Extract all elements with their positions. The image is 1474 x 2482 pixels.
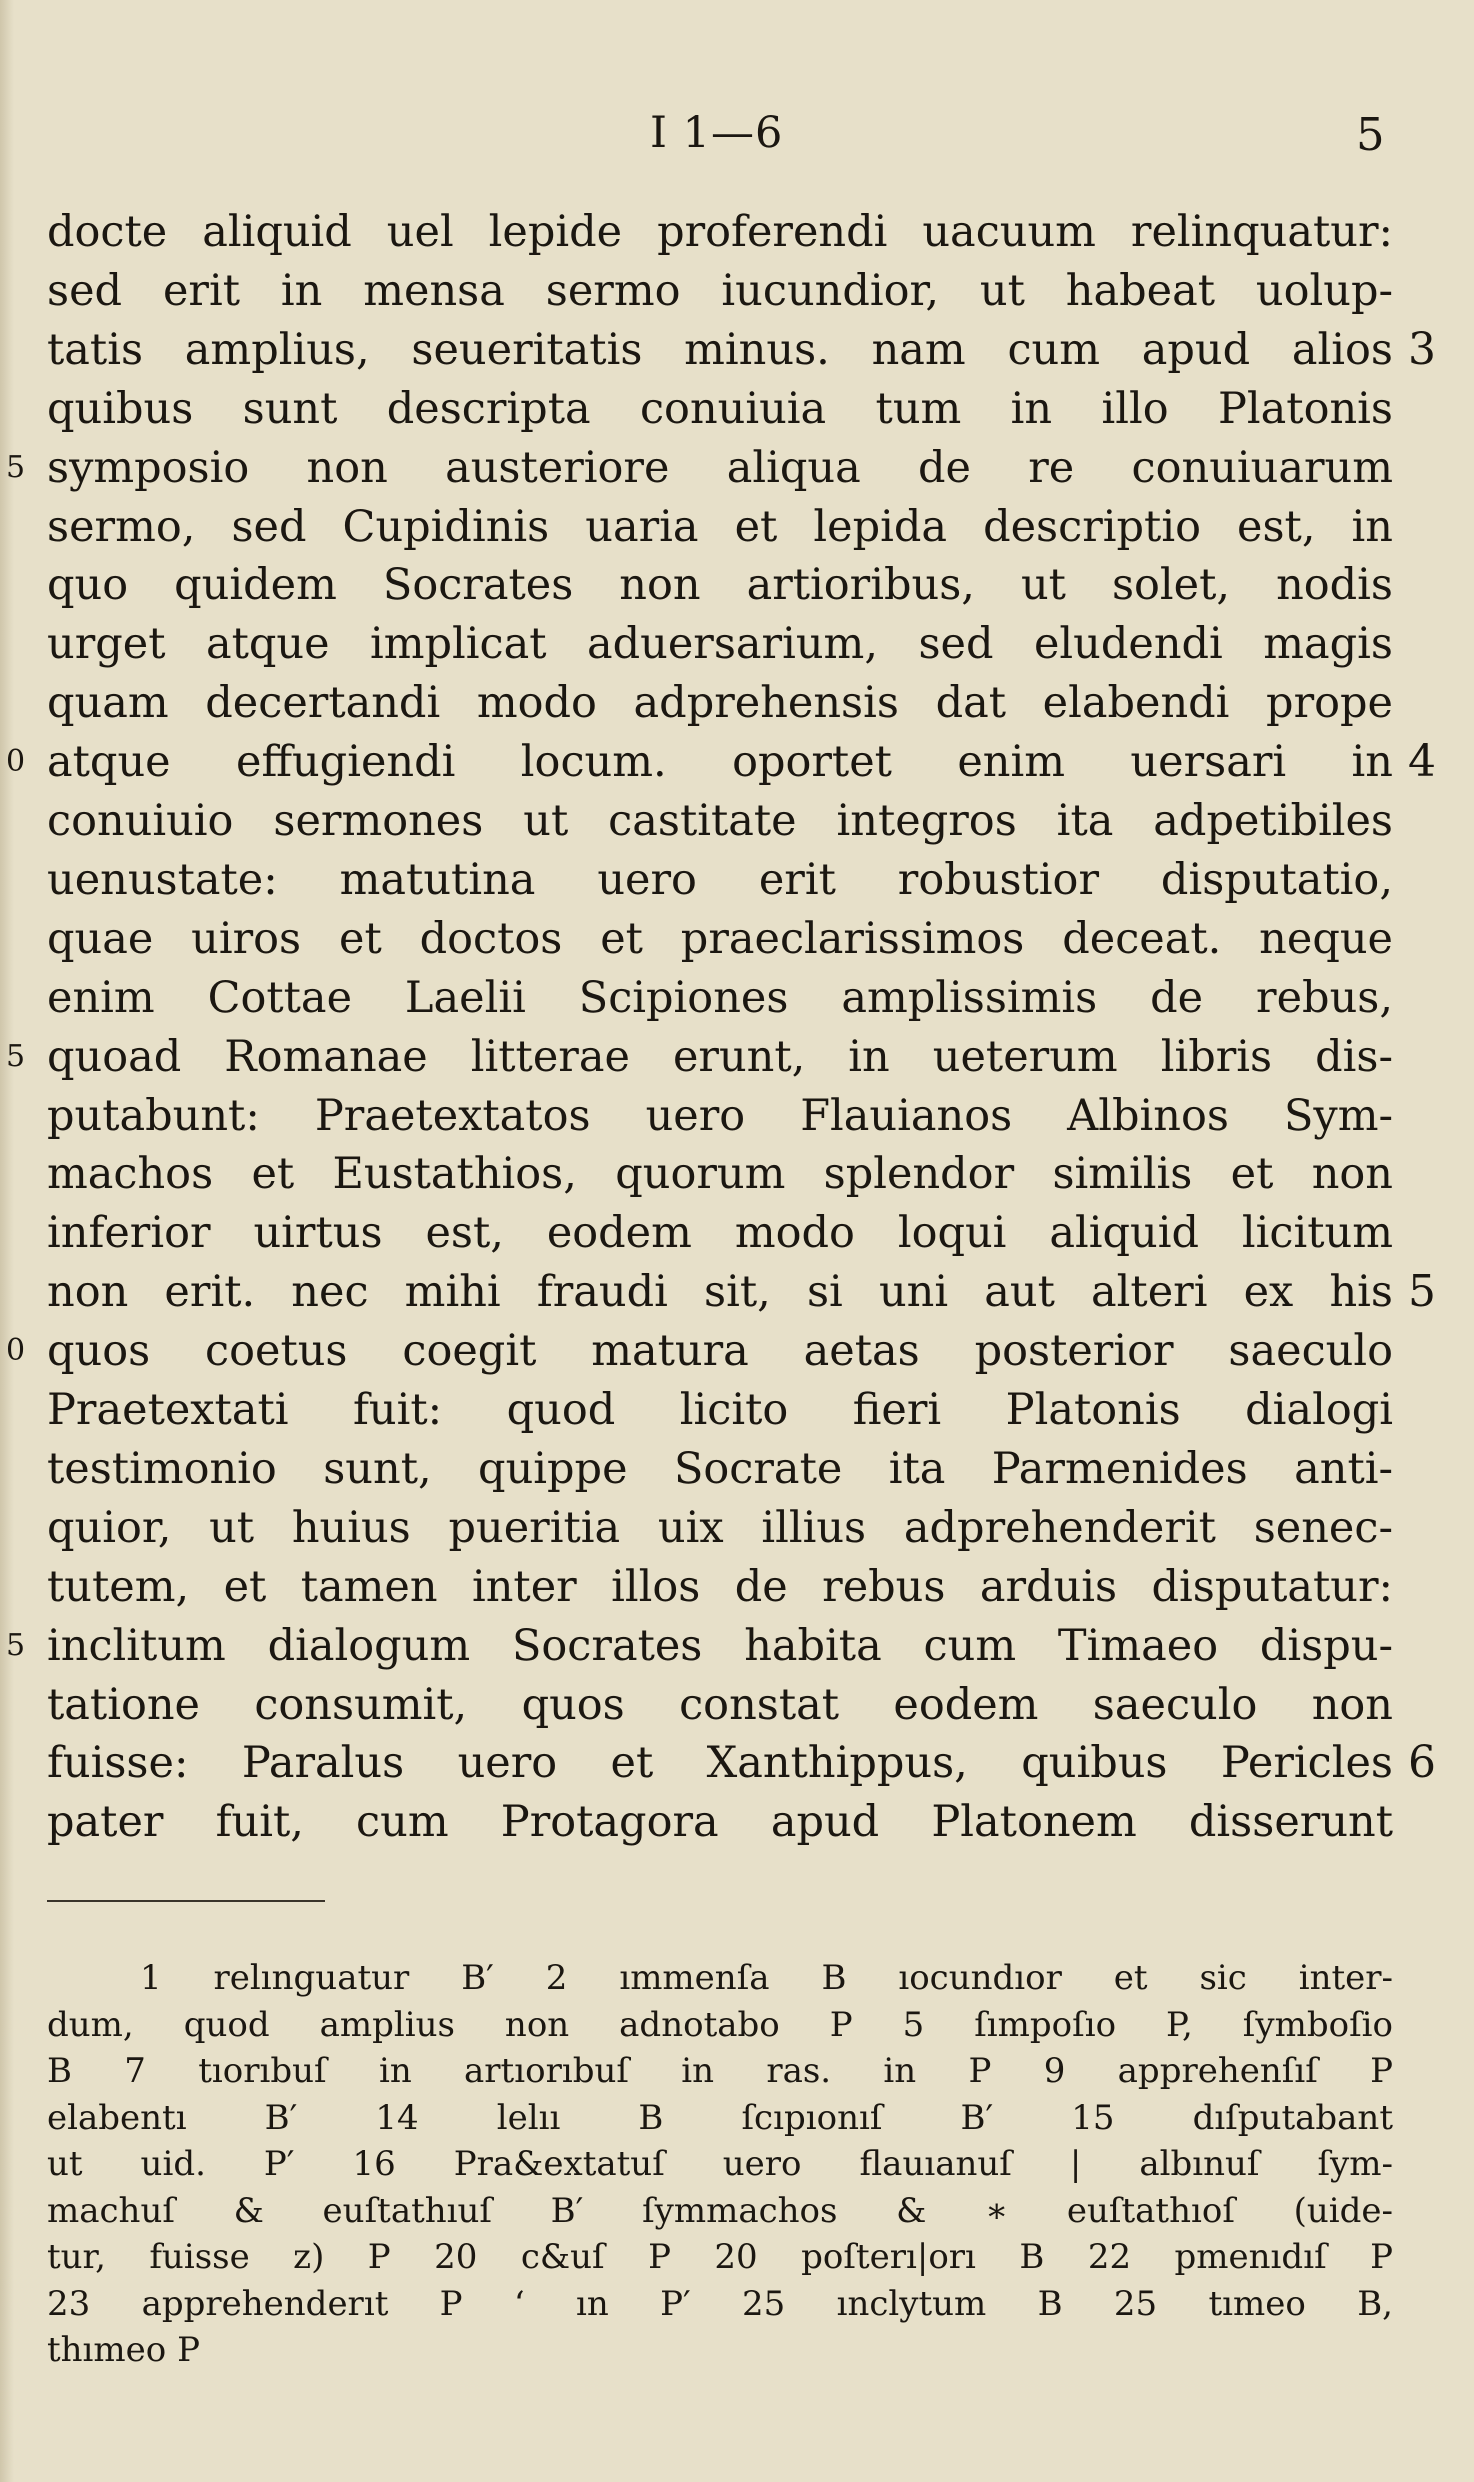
- text-line: urget atque implicat aduersarium, sed eludendi magis: [47, 619, 1393, 669]
- line-number: 0: [6, 1333, 26, 1368]
- line-number: 5: [6, 1628, 26, 1663]
- text-line: quam decertandi modo adprehensis dat elabendi prope: [47, 678, 1393, 728]
- text-line: sermo, sed Cupidinis uaria et lepida descriptio est, in: [47, 502, 1393, 552]
- page-number: 5: [1356, 108, 1385, 161]
- apparatus-line: 1 relınguatur B′ 2 ımmenſa B ıocundıor et sic inter-: [140, 1958, 1393, 1998]
- text-line: pater fuit, cum Protagora apud Platonem disserunt: [47, 1797, 1393, 1847]
- text-line: testimonio sunt, quippe Socrate ita Parmenides anti-: [47, 1444, 1393, 1494]
- text-line: uenustate: matutina uero erit robustior disputatio,: [47, 855, 1393, 905]
- page-edge: [0, 0, 14, 2482]
- text-line: docte aliquid uel lepide proferendi uacuum relinquatur:: [47, 207, 1393, 257]
- text-line: quo quidem Socrates non artioribus, ut solet, nodis: [47, 560, 1393, 610]
- text-line: quoad Romanae litterae erunt, in ueterum libris dis-: [47, 1032, 1393, 1082]
- text-line: sed erit in mensa sermo iucundior, ut habeat uolup-: [47, 266, 1393, 316]
- text-line: fuisse: Paralus uero et Xanthippus, quibus Pericles: [47, 1738, 1393, 1788]
- apparatus-line: B 7 tıorıbuſ in artıorıbuſ in ras. in P 9 apprehenſıſ P: [47, 2051, 1393, 2091]
- text-line: tatione consumit, quos constat eodem saeculo non: [47, 1680, 1393, 1730]
- apparatus-line: machuſ & euſtathıuſ B′ ſymmachos & ∗ euſtathıoſ (uide-: [47, 2191, 1393, 2231]
- text-line: quior, ut huius pueritia uix illius adprehenderit senec-: [47, 1503, 1393, 1553]
- section-number: 5: [1408, 1266, 1436, 1317]
- apparatus-line: 23 apprehenderıt P ‘ ın P′ 25 ınclytum B 25 tımeo B,: [47, 2284, 1393, 2324]
- footnote-rule: [47, 1900, 325, 1902]
- text-line: quibus sunt descripta conuiuia tum in illo Platonis: [47, 384, 1393, 434]
- section-number: 6: [1408, 1737, 1436, 1788]
- running-head: [0, 108, 1474, 168]
- text-line: atque effugiendi locum. oportet enim uersari in: [47, 737, 1393, 787]
- text-line: putabunt: Praetextatos uero Flauianos Albinos Sym-: [47, 1091, 1393, 1141]
- apparatus-line: dum, quod amplius non adnotabo P 5 ſımpoſıo P, ſymboſio: [47, 2005, 1393, 2045]
- running-head-title: I 1—6: [650, 108, 784, 158]
- text-line: quos coetus coegit matura aetas posterior saeculo: [47, 1326, 1393, 1376]
- text-line: conuiuio sermones ut castitate integros ita adpetibiles: [47, 796, 1393, 846]
- line-number: 0: [6, 744, 26, 779]
- apparatus-line: thımeo P: [47, 2330, 200, 2370]
- text-line: tatis amplius, seueritatis minus. nam cum apud alios: [47, 325, 1393, 375]
- apparatus-line: tur, fuisse z) P 20 c&uſ P 20 poſterı|orı B 22 pmenıdıſ P: [47, 2237, 1393, 2277]
- text-line: tutem, et tamen inter illos de rebus arduis disputatur:: [47, 1562, 1393, 1612]
- text-line: non erit. nec mihi fraudi sit, si uni aut alteri ex his: [47, 1267, 1393, 1317]
- text-line: inferior uirtus est, eodem modo loqui aliquid licitum: [47, 1208, 1393, 1258]
- text-line: quae uiros et doctos et praeclarissimos deceat. neque: [47, 914, 1393, 964]
- apparatus-line: elabentı B′ 14 lelıı B ſcıpıonıſ B′ 15 dıſputabant: [47, 2098, 1393, 2138]
- line-number: 5: [6, 450, 26, 485]
- apparatus-line: ut uid. P′ 16 Pra&extatuſ uero flauıanuſ | albınuſ ſym-: [47, 2144, 1393, 2184]
- line-number: 5: [6, 1039, 26, 1074]
- text-line: Praetextati fuit: quod licito fieri Platonis dialogi: [47, 1385, 1393, 1435]
- text-line: enim Cottae Laelii Scipiones amplissimis de rebus,: [47, 973, 1393, 1023]
- section-number: 4: [1408, 736, 1436, 787]
- text-line: symposio non austeriore aliqua de re conuiuarum: [47, 443, 1393, 493]
- section-number: 3: [1408, 324, 1436, 375]
- text-line: machos et Eustathios, quorum splendor similis et non: [47, 1149, 1393, 1199]
- text-line: inclitum dialogum Socrates habita cum Timaeo dispu-: [47, 1621, 1393, 1671]
